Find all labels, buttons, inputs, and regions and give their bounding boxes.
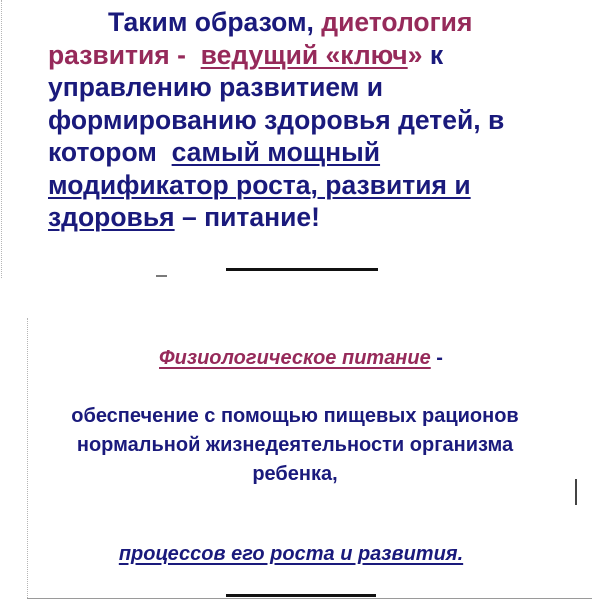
slide-2-bottom-border — [27, 598, 592, 599]
short-dash — [156, 275, 167, 277]
slide-1-paragraph — [48, 6, 568, 234]
slide-2-title — [0, 346, 602, 370]
title-dash: - — [436, 347, 443, 369]
slide-1-divider — [226, 268, 378, 271]
modifier-link[interactable]: самый мощный модификатор роста, развития и здоровья — [48, 137, 471, 232]
slide-1-border — [1, 0, 2, 278]
title-link[interactable]: Физиологическое питание — [159, 347, 431, 369]
slide-2-tail-link[interactable]: процессов его роста и развития. — [118, 543, 464, 565]
slide-2-divider — [226, 594, 376, 597]
lead-text: Таким образом, — [108, 7, 314, 37]
end-text: – питание! — [181, 202, 320, 232]
key-link[interactable]: ведущий «ключ — [200, 39, 408, 70]
body-text: к управлению развитием и формированию здоровья детей, в котором — [48, 39, 505, 167]
key-link-tail: » — [407, 39, 423, 70]
text-cursor — [575, 479, 577, 505]
slide-2-body: обеспечение с помощью пищевых рационов нормальной жизнедеятельности организма ребенка, — [71, 405, 519, 485]
term-text: диетология развития - — [48, 7, 473, 70]
